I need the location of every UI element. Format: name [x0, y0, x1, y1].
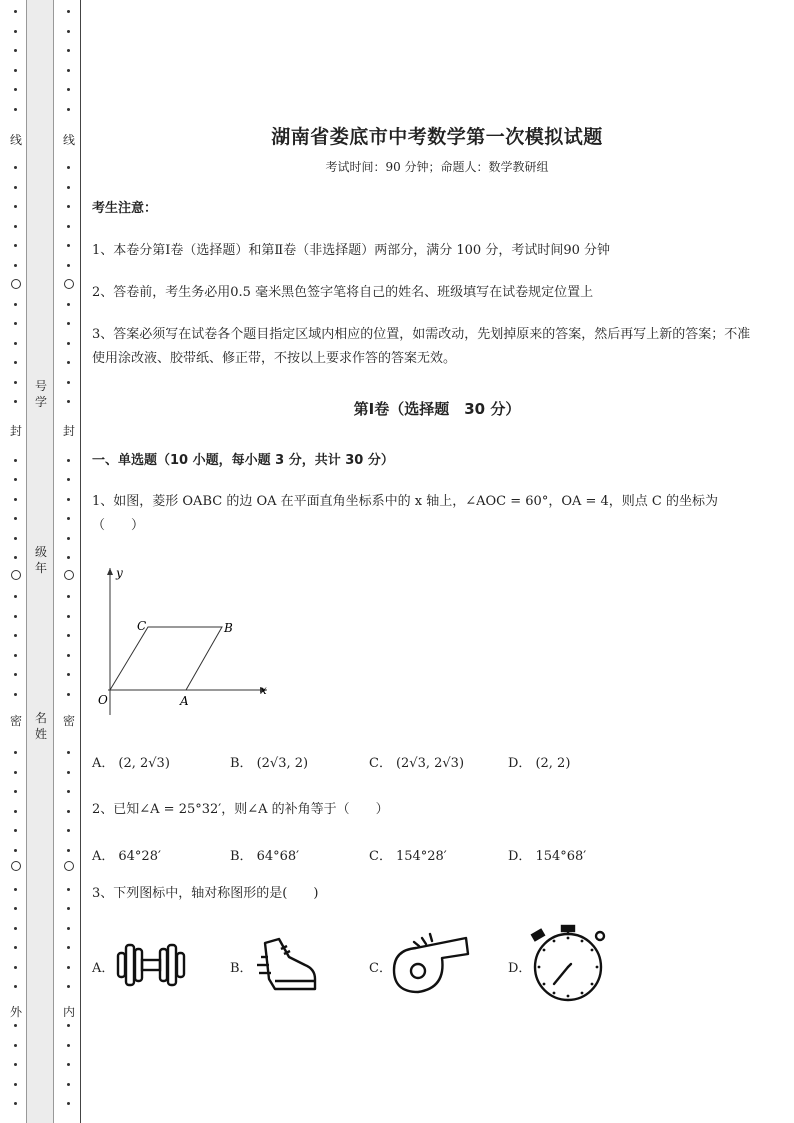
q2-option-c[interactable]	[369, 845, 447, 864]
outer-circle-1	[11, 279, 21, 289]
notice-item-2: 2、答卷前，考生务必用0.5 毫米黑色签字笔将自己的姓名、班级填写在试卷规定位置上	[92, 285, 594, 300]
binding-dot	[14, 1083, 17, 1086]
whistle-icon	[388, 928, 472, 998]
binding-dot	[14, 537, 17, 540]
binding-dot	[67, 985, 70, 988]
outer-dotted-line	[8, 0, 24, 1123]
binding-dot	[67, 478, 70, 481]
binding-dot	[14, 615, 17, 618]
binding-dot	[67, 322, 70, 325]
binding-dot	[67, 654, 70, 657]
option-letter: A．	[92, 849, 115, 864]
binding-dot	[67, 10, 70, 13]
binding-dot	[14, 49, 17, 52]
binding-dot	[14, 810, 17, 813]
binding-dot	[67, 771, 70, 774]
page-title: 湖南省娄底市中考数学第一次模拟试题	[271, 126, 603, 148]
binding-dot	[67, 459, 70, 462]
binding-dot	[14, 88, 17, 91]
q3-option-b[interactable]	[230, 957, 257, 976]
option-letter: D．	[508, 756, 532, 771]
binding-dot	[14, 322, 17, 325]
binding-dot	[14, 634, 17, 637]
binding-dot	[14, 693, 17, 696]
option-letter: C．	[369, 756, 392, 771]
page-subtitle: 考试时间：90 分钟；命题人：数学教研组	[325, 160, 549, 174]
binding-dot	[67, 69, 70, 72]
option-letter: B．	[230, 961, 253, 976]
q2-option-d[interactable]	[508, 845, 586, 864]
option-letter: C．	[369, 961, 392, 976]
binding-dot	[67, 30, 70, 33]
binding-dot	[67, 751, 70, 754]
binding-dot	[67, 810, 70, 813]
option-text: (2√3, 2√3)	[395, 756, 465, 771]
binding-dot	[67, 400, 70, 403]
inner-label-nei: 内	[62, 1005, 75, 1019]
point-o-label: O	[98, 693, 108, 707]
binding-dot	[14, 30, 17, 33]
outer-circle-2	[11, 570, 21, 580]
y-axis-label: y	[116, 566, 123, 580]
binding-dot	[14, 1024, 17, 1027]
binding-rule	[80, 0, 81, 1123]
notice-item-1: 1、本卷分第Ⅰ卷（选择题）和第Ⅱ卷（非选择题）两部分，满分 100 分，考试时间90 分钟	[92, 243, 610, 258]
binding-dot	[67, 946, 70, 949]
inner-label-feng: 封	[62, 424, 75, 438]
q2-option-a[interactable]	[92, 845, 161, 864]
binding-dot	[67, 166, 70, 169]
question-3-stem: 3、下列图标中，轴对称图形的是( )	[92, 886, 319, 901]
binding-dot	[67, 88, 70, 91]
option-text: 64°28′	[118, 849, 161, 864]
outer-label-feng: 封	[9, 424, 22, 438]
binding-dot	[67, 361, 70, 364]
field-grade: 级 年	[34, 545, 47, 575]
binding-dot	[14, 400, 17, 403]
binding-dot	[67, 225, 70, 228]
binding-dot	[67, 264, 70, 267]
option-text: 154°28′	[395, 849, 447, 864]
binding-dot	[14, 985, 17, 988]
binding-dot	[14, 205, 17, 208]
binding-dot	[67, 205, 70, 208]
notice-item-3: 3、答案必须写在试卷各个题目指定区域内相应的位置，如需改动，先划掉原来的答案，然后再写上新的答案；不准使用涂改液、胶带纸、修正带，不按以上要求作答的答案无效。	[92, 327, 751, 366]
binding-dot	[14, 459, 17, 462]
binding-dot	[14, 361, 17, 364]
outer-circle-3	[11, 861, 21, 871]
binding-dot	[67, 108, 70, 111]
stopwatch-icon	[528, 922, 614, 1002]
binding-dot	[14, 166, 17, 169]
y-axis-arrow	[107, 568, 113, 575]
binding-dot	[67, 244, 70, 247]
q2-option-b[interactable]	[230, 845, 299, 864]
binding-dot	[67, 634, 70, 637]
binding-margin	[0, 0, 84, 1123]
running-shoe-icon	[255, 935, 319, 995]
outer-label-mi: 密	[9, 714, 22, 728]
binding-dot	[14, 654, 17, 657]
binding-dot	[67, 966, 70, 969]
binding-dot	[67, 556, 70, 559]
binding-dot	[14, 829, 17, 832]
q1-option-b[interactable]	[230, 752, 308, 771]
q1-option-a[interactable]	[92, 752, 170, 771]
binding-dot	[67, 1083, 70, 1086]
inner-dotted-line	[61, 0, 77, 1123]
outer-label-xian: 线	[9, 133, 22, 147]
binding-dot	[14, 673, 17, 676]
rhombus-oabc	[110, 627, 222, 690]
binding-dot	[14, 1063, 17, 1066]
inner-label-xian: 线	[62, 133, 75, 147]
binding-dot	[67, 1044, 70, 1047]
binding-dot	[14, 108, 17, 111]
option-letter: C．	[369, 849, 392, 864]
binding-dot	[14, 342, 17, 345]
notice-heading: 考生注意：	[92, 201, 158, 216]
binding-dot	[14, 1044, 17, 1047]
binding-dot	[67, 498, 70, 501]
field-student-number: 号 学	[34, 379, 47, 409]
binding-dot	[14, 381, 17, 384]
point-b-label: B	[224, 621, 233, 635]
binding-dot	[67, 907, 70, 910]
option-text: 154°68′	[535, 849, 587, 864]
binding-dot	[67, 381, 70, 384]
binding-dot	[67, 888, 70, 891]
binding-dot	[67, 595, 70, 598]
binding-dot	[14, 244, 17, 247]
binding-dot	[14, 849, 17, 852]
binding-dot	[14, 69, 17, 72]
dumbbell-icon	[114, 940, 188, 990]
binding-dot	[67, 517, 70, 520]
binding-dot	[67, 49, 70, 52]
option-letter: D．	[508, 961, 532, 976]
binding-dot	[67, 849, 70, 852]
option-text: (2, 2√3)	[118, 756, 170, 771]
binding-dot	[67, 693, 70, 696]
point-c-label: C	[137, 619, 147, 633]
q1-option-c[interactable]	[369, 752, 464, 771]
binding-dot	[14, 186, 17, 189]
binding-dot	[67, 537, 70, 540]
binding-dot	[67, 1024, 70, 1027]
option-text: 64°68′	[256, 849, 300, 864]
binding-dot	[67, 1102, 70, 1105]
binding-dot	[14, 595, 17, 598]
q1-option-d[interactable]	[508, 752, 570, 771]
binding-dot	[14, 751, 17, 754]
binding-dot	[14, 790, 17, 793]
binding-dot	[14, 556, 17, 559]
outer-label-wai: 外	[9, 1005, 22, 1019]
binding-dot	[67, 673, 70, 676]
binding-dot	[14, 498, 17, 501]
inner-circle-3	[64, 861, 74, 871]
binding-dot	[67, 829, 70, 832]
binding-dot	[14, 225, 17, 228]
option-text: (2√3, 2)	[256, 756, 309, 771]
binding-dot	[67, 303, 70, 306]
part-heading: 一、单选题（10 小题，每小题 3 分，共计 30 分）	[92, 453, 394, 468]
option-letter: B．	[230, 849, 253, 864]
binding-dot	[14, 10, 17, 13]
binding-dot	[14, 1102, 17, 1105]
binding-dot	[67, 927, 70, 930]
point-a-label: A	[180, 694, 189, 708]
binding-dot	[14, 478, 17, 481]
binding-dot	[14, 303, 17, 306]
binding-dot	[67, 342, 70, 345]
binding-dot	[14, 517, 17, 520]
question-1-stem: 1、如图，菱形 OABC 的边 OA 在平面直角坐标系中的 x 轴上，∠AOC = 60°，OA = 4，则点 C 的坐标为（ ）	[92, 494, 718, 533]
x-axis-label: x	[260, 683, 267, 697]
binding-dot	[67, 615, 70, 618]
binding-dot	[67, 1063, 70, 1066]
binding-dot	[14, 927, 17, 930]
option-text: (2, 2)	[535, 756, 571, 771]
binding-dot	[14, 888, 17, 891]
binding-dot	[14, 771, 17, 774]
rhombus-figure	[92, 560, 277, 720]
binding-dot	[14, 264, 17, 267]
option-letter: D．	[508, 849, 532, 864]
field-name: 名 姓	[34, 711, 47, 741]
option-letter: A．	[92, 756, 115, 771]
inner-circle-1	[64, 279, 74, 289]
option-letter: A．	[92, 961, 115, 976]
binding-dot	[14, 907, 17, 910]
binding-dot	[67, 186, 70, 189]
inner-circle-2	[64, 570, 74, 580]
binding-dot	[14, 966, 17, 969]
section-title: 第Ⅰ卷（选择题 30 分）	[353, 400, 521, 418]
binding-dot	[67, 790, 70, 793]
question-2-stem: 2、已知∠A = 25°32′，则∠A 的补角等于（ ）	[92, 802, 389, 817]
binding-dot	[14, 946, 17, 949]
option-letter: B．	[230, 756, 253, 771]
inner-label-mi: 密	[62, 714, 75, 728]
